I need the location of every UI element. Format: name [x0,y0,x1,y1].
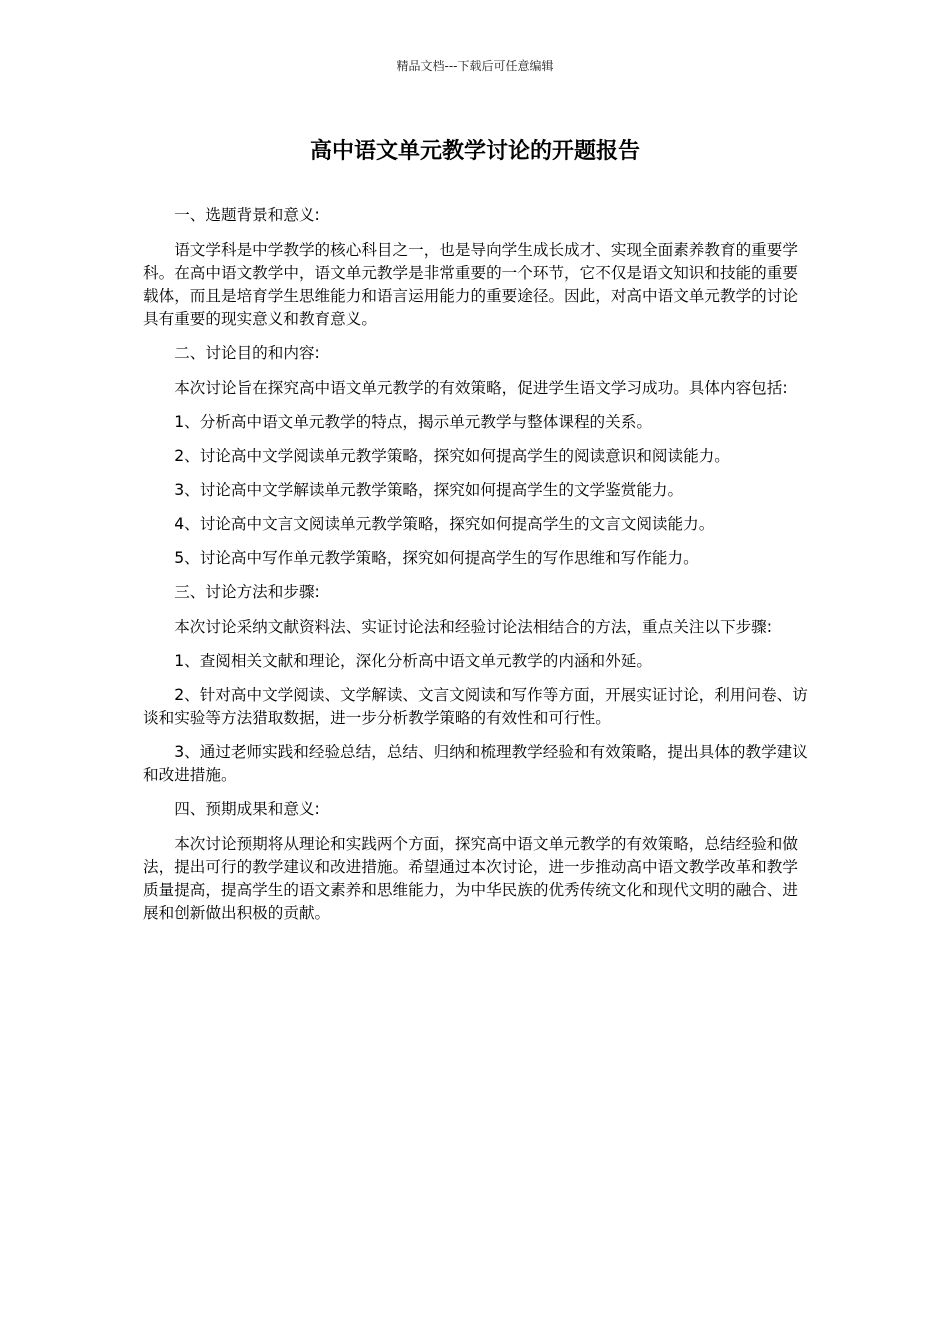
section-heading: 二、讨论目的和内容: [174,344,320,362]
list-item: 2、针对高中文学阅读、文学解读、文言文阅读和写作等方面，开展实证讨论，利用问卷、访谈和实验等方法猎取数据，进一步分析教学策略的有效性和可行性。 [143,686,808,727]
list-item: 3、讨论高中文学解读单元教学策略，探究如何提高学生的文学鉴赏能力。 [174,481,684,499]
section-heading: 四、预期成果和意义: [174,800,320,818]
list-item: 1、分析高中语文单元教学的特点，揭示单元教学与整体课程的关系。 [174,413,652,431]
list-item: 1、查阅相关文献和理论，深化分析高中语文单元教学的内涵和外延。 [174,652,652,670]
body-paragraph: 本次讨论预期将从理论和实践两个方面，探究高中语文单元教学的有效策略，总结经验和做法，提出可行的教学建议和改进措施。希望通过本次讨论，进一步推动高中语文教学改革和教学质量提高，提高学生的语文素养和思维能力，为中华民族的优秀传统文化和现代文明的融合、进展和创新做出积极的贡献。 [143,835,798,922]
document-body [143,204,808,936]
header-note: 精品文档---下载后可任意编辑 [396,59,554,73]
body-paragraph: 本次讨论旨在探究高中语文单元教学的有效策略，促进学生语文学习成功。具体内容包括: [174,379,788,397]
section-heading: 三、讨论方法和步骤: [174,583,320,601]
list-item: 2、讨论高中文学阅读单元教学策略，探究如何提高学生的阅读意识和阅读能力。 [174,447,730,465]
body-paragraph: 语文学科是中学教学的核心科目之一，也是导向学生成长成才、实现全面素养教育的重要学科。在高中语文教学中，语文单元教学是非常重要的一个环节，它不仅是语文知识和技能的重要载体，而且是培育学生思维能力和语言运用能力的重要途径。因此，对高中语文单元教学的讨论具有重要的现实意义和教育意义。 [143,241,798,328]
body-paragraph: 本次讨论采纳文献资料法、实证讨论法和经验讨论法相结合的方法，重点关注以下步骤: [174,618,773,636]
section-heading: 一、选题背景和意义: [174,206,320,224]
list-item: 3、通过老师实践和经验总结，总结、归纳和梳理教学经验和有效策略，提出具体的教学建议和改进措施。 [143,743,808,784]
list-item: 4、讨论高中文言文阅读单元教学策略，探究如何提高学生的文言文阅读能力。 [174,515,715,533]
list-item: 5、讨论高中写作单元教学策略，探究如何提高学生的写作思维和写作能力。 [174,549,699,567]
document-title: 高中语文单元教学讨论的开题报告 [309,139,640,164]
